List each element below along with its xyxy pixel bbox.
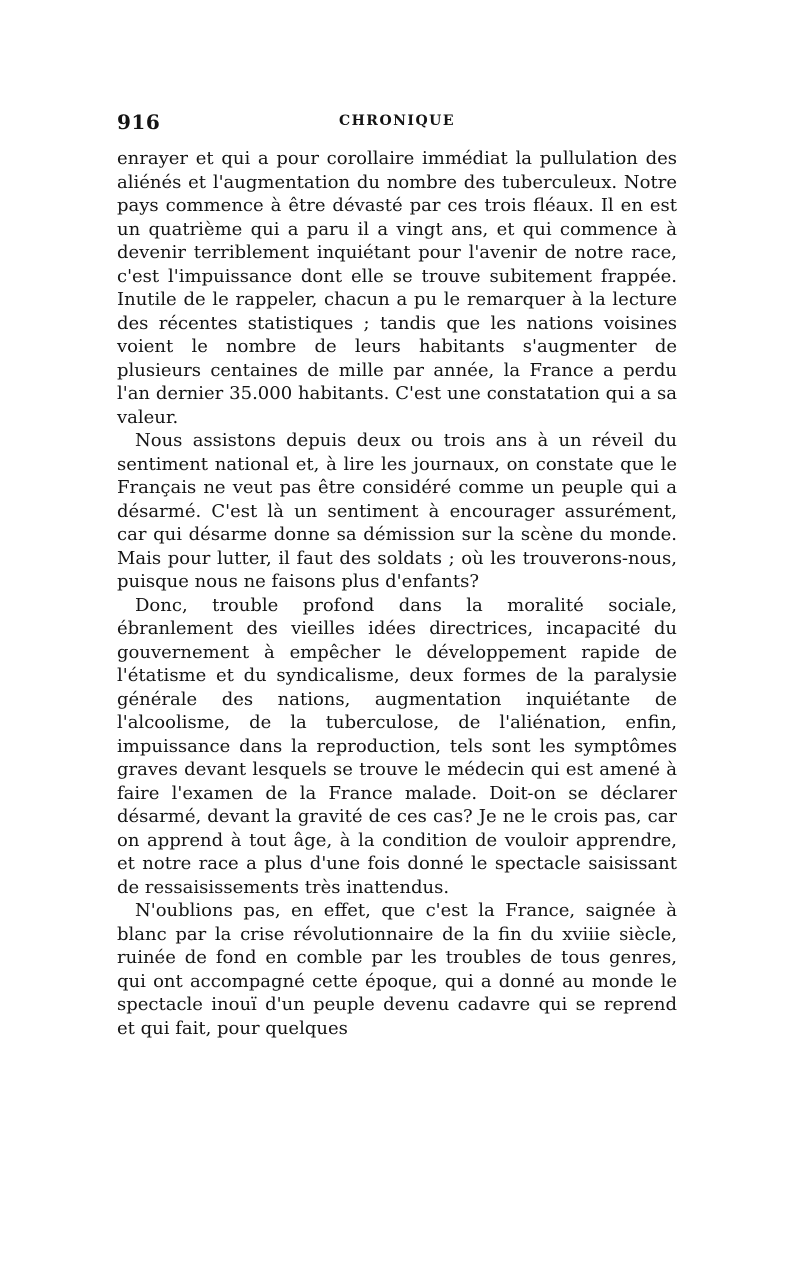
paragraph: Nous assistons depuis deux ou trois ans à un réveil du sentiment national et, à lire les journaux, on constate que le Français ne veut pas être considéré comme un peuple qui a désarmé. C'est là un sentiment à encourager assurément, car qui désarme donne sa démission sur la scène du monde. Mais pour lutter, il faut des soldats ; où les trouverons-nous, puisque nous ne faisons plus d'enfants? [117, 430, 677, 592]
paragraph: Donc, trouble profond dans la moralité sociale, ébranlement des vieilles idées directrices, incapacité du gouvernement à empêcher le développement rapide de l'étatisme et du syndicalisme, deux formes de la paralysie générale des nations, augmentation inquiétante de l'alcoolisme, de la tuberculose, de l'aliénation, enfin, impuissance dans la reproduction, tels sont les symptômes graves devant lesquels se trouve le médecin qui est amené à faire l'examen de la France malade. Doit-on se déclarer désarmé, devant la gravité de ces cas? Je ne le crois pas, car on apprend à tout âge, à la condition de vouloir apprendre, et notre race a plus d'une fois donné le spectacle saisissant de ressaisissements très inattendus. [117, 594, 677, 898]
page-number: 916 [117, 110, 161, 134]
paragraph: N'oublions pas, en effet, que c'est la France, saignée à blanc par la crise révolutionnaire de la fin du xviiie siècle, ruinée de fond en comble par les troubles de tous genres, qui ont accompagné cette époque, qui a donné au monde le spectacle inouï d'un peuple devenu cadavre qui se reprend et qui fait, pour quelques [117, 900, 677, 1039]
paragraph-continued: enrayer et qui a pour corollaire immédiat la pullulation des aliénés et l'augmentation du nombre des tuberculeux. Notre pays commence à être dévasté par ces trois fléaux. Il en est un quatrième qui a paru il a vingt ans, et qui commence à devenir terriblement inquiétant pour l'avenir de notre race, c'est l'impuissance dont elle se trouve subitement frappée. Inutile de le rappeler, chacun a pu le remarquer à la lecture des récentes statistiques ; tandis que les nations voisines voient le nombre de leurs habitants s'augmenter de plusieurs centaines de mille par année, la France a perdu l'an dernier 35.000 habitants. C'est une constatation qui a sa valeur. [117, 148, 677, 428]
body-text [117, 147, 677, 1040]
running-head: CHRONIQUE [338, 113, 456, 129]
page-header [117, 110, 677, 134]
